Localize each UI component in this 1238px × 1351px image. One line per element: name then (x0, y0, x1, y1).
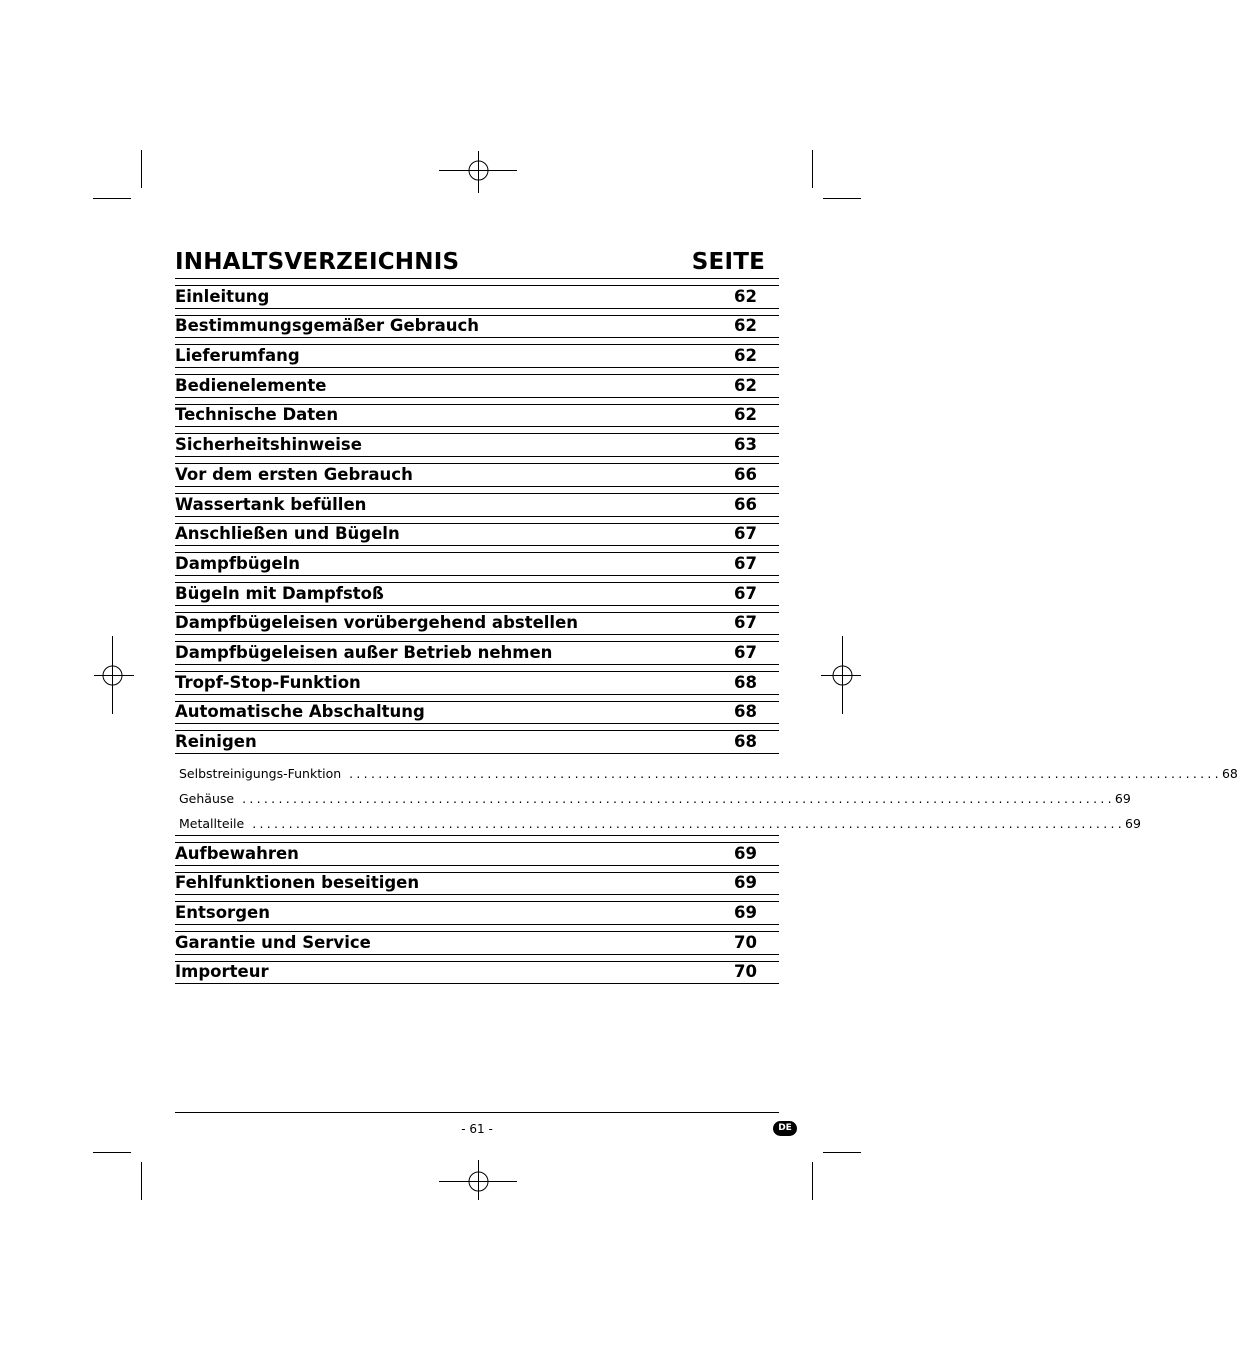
page-title: INHALTSVERZEICHNIS (175, 249, 460, 275)
dot-leader: ........................................................................................................................ (349, 766, 1222, 781)
toc-entry (175, 665, 779, 695)
toc-entry-page: 70 (734, 962, 757, 982)
toc-entry-label: Vor dem ersten Gebrauch (175, 464, 413, 484)
toc-entry-label: Sicherheitshinweise (175, 435, 362, 455)
toc-entry-page: 67 (734, 583, 757, 603)
toc-entry-label: Bedienelemente (175, 375, 327, 395)
toc-entry-label: Automatische Abschaltung (175, 702, 425, 722)
registration-mark-right (821, 636, 861, 714)
toc-entry-page: 66 (734, 494, 757, 514)
crop-mark (812, 1162, 813, 1200)
toc-entry-label: Dampfbügeln (175, 553, 300, 573)
toc-subentry-page: 68 (1221, 766, 1238, 781)
toc-entry-label: Anschließen und Bügeln (175, 524, 400, 544)
toc-entry (175, 427, 779, 457)
toc-subentry (179, 806, 1141, 831)
crop-mark (812, 150, 813, 188)
toc-entry-label: Entsorgen (175, 903, 270, 923)
toc-entry (175, 279, 779, 309)
toc-entry-label: Dampfbügeleisen außer Betrieb nehmen (175, 642, 553, 662)
toc-entry-page: 67 (734, 613, 757, 633)
toc-entry (175, 457, 779, 487)
language-badge: DE (773, 1121, 797, 1136)
toc-entry-page: 69 (734, 843, 757, 863)
crop-mark (93, 1152, 131, 1153)
toc-subentry-label: Selbstreinigungs-Funktion (179, 766, 342, 781)
toc-entry (175, 368, 779, 398)
crop-mark (823, 1152, 861, 1153)
toc-section-end (175, 836, 779, 984)
toc-entry-page: 62 (734, 286, 757, 306)
toc-entry-page: 62 (734, 346, 757, 366)
dot-leader: ........................................................................................................................ (242, 791, 1115, 806)
toc-entry-label: Wassertank befüllen (175, 494, 367, 514)
registration-mark-top (439, 151, 517, 193)
page-column-heading: SEITE (691, 249, 765, 275)
toc-section-main (175, 279, 779, 754)
toc-subentries (175, 754, 1238, 836)
toc-entry-label: Reinigen (175, 732, 257, 751)
toc-entry-page: 67 (734, 642, 757, 662)
toc-entry-page: 68 (734, 672, 757, 692)
toc-entry-label: Technische Daten (175, 405, 339, 425)
toc-entry-page: 66 (734, 464, 757, 484)
dot-leader: ........................................................................................................................ (252, 816, 1126, 831)
toc-entry-page: 68 (734, 732, 757, 751)
toc-entry (175, 517, 779, 547)
toc-subentry (179, 781, 1131, 806)
registration-mark-left (94, 636, 134, 714)
crop-mark (141, 150, 142, 188)
toc-entry (175, 635, 779, 665)
toc-entry-page: 62 (734, 405, 757, 425)
toc-entry-page: 67 (734, 524, 757, 544)
toc-entry-label: Bestimmungsgemäßer Gebrauch (175, 316, 480, 336)
toc-entry (175, 695, 779, 725)
toc-entry-page: 62 (734, 316, 757, 336)
toc-entry-page: 63 (734, 435, 757, 455)
toc-entry-label: Garantie und Service (175, 932, 371, 952)
toc-entry (175, 338, 779, 368)
toc-entry-page: 69 (734, 873, 757, 893)
toc-entry (175, 836, 779, 866)
toc-entry-page: 70 (734, 932, 757, 952)
toc-entry (175, 866, 779, 896)
crop-mark (823, 198, 861, 199)
toc-entry-page: 68 (734, 702, 757, 722)
toc-header (175, 248, 779, 279)
page-number: - 61 - (461, 1122, 493, 1136)
toc-entry-label: Fehlfunktionen beseitigen (175, 873, 420, 893)
toc-subentry-page: 69 (1125, 816, 1141, 831)
toc-entry (175, 487, 779, 517)
table-of-contents (175, 248, 1238, 984)
toc-entry-page: 69 (734, 903, 757, 923)
toc-entry (175, 724, 779, 754)
toc-entry (175, 925, 779, 955)
toc-entry-label: Aufbewahren (175, 843, 299, 863)
footer-rule (175, 1112, 779, 1113)
toc-subentry (179, 756, 1238, 781)
toc-entry (175, 955, 779, 985)
toc-entry (175, 576, 779, 606)
toc-entry (175, 309, 779, 339)
toc-entry-page: 62 (734, 375, 757, 395)
toc-subentry-label: Gehäuse (179, 791, 235, 806)
toc-subentry-label: Metallteile (179, 816, 245, 831)
toc-entry-label: Einleitung (175, 286, 270, 306)
toc-entry-page: 67 (734, 553, 757, 573)
registration-mark-bottom (439, 1160, 517, 1200)
crop-mark (141, 1162, 142, 1200)
toc-subentry-page: 69 (1114, 791, 1131, 806)
crop-mark (93, 198, 131, 199)
toc-entry-label: Tropf-Stop-Funktion (175, 672, 361, 692)
toc-entry-label: Importeur (175, 962, 269, 982)
toc-entry-label: Bügeln mit Dampfstoß (175, 583, 384, 603)
toc-entry-label: Dampfbügeleisen vorübergehend abstellen (175, 613, 579, 633)
toc-entry (175, 546, 779, 576)
toc-entry (175, 398, 779, 428)
toc-entry-label: Lieferumfang (175, 346, 300, 366)
toc-entry (175, 606, 779, 636)
toc-entry (175, 895, 779, 925)
